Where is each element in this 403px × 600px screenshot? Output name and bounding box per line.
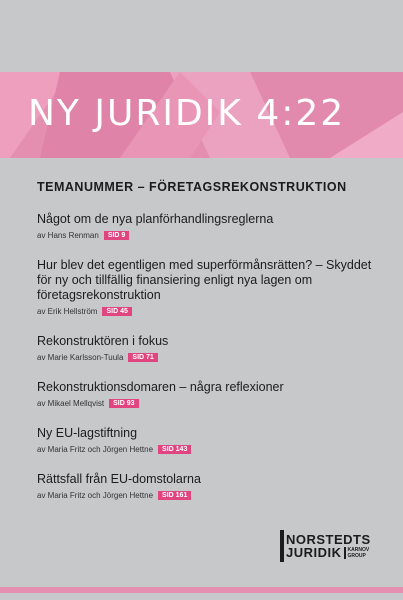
article-author: av Maria Fritz och Jörgen Hettne	[37, 445, 154, 454]
bottom-stripe	[0, 587, 403, 593]
article-author: av Mikael Mellqvist	[37, 399, 105, 408]
logo-separator	[344, 547, 346, 559]
publisher-logo	[280, 530, 371, 562]
article-author: av Marie Karlsson-Tuula	[37, 353, 124, 362]
page-badge: SID 93	[109, 399, 138, 408]
theme-heading: TEMANUMMER – FÖRETAGSREKONSTRUKTION	[37, 180, 347, 194]
article-byline	[37, 231, 377, 240]
logo-juridik: JURIDIK	[286, 545, 342, 560]
article-entry	[37, 258, 377, 316]
article-entry	[37, 212, 377, 240]
article-entry	[37, 472, 377, 500]
article-title: Rättsfall från EU-domstolarna	[37, 472, 201, 486]
article-title: Rekonstruktionsdomaren – några reflexioner	[37, 380, 284, 394]
logo-words	[286, 533, 371, 559]
logo-norstedts: NORSTEDTS	[286, 532, 371, 547]
article-title: Rekonstruktören i fokus	[37, 334, 169, 348]
logo-row	[286, 546, 371, 559]
article-entry	[37, 334, 377, 362]
page-badge: SID 161	[158, 491, 191, 500]
page-badge: SID 143	[158, 445, 191, 454]
article-entry	[37, 426, 377, 454]
table-of-contents	[37, 180, 377, 518]
article-author: av Erik Hellström	[37, 307, 98, 316]
article-byline	[37, 353, 377, 362]
logo-karnov	[348, 547, 370, 559]
article-entry	[37, 380, 377, 408]
logo-bar	[280, 530, 284, 562]
page-badge: SID 71	[128, 353, 157, 362]
page-badge: SID 9	[104, 231, 130, 240]
page-badge: SID 45	[102, 307, 131, 316]
article-byline	[37, 307, 377, 316]
logo-karnov-line2: GROUP	[347, 552, 366, 559]
article-byline	[37, 445, 377, 454]
article-byline	[37, 399, 377, 408]
article-title: Något om de nya planförhandlingsreglerna	[37, 212, 274, 226]
logo-karnov-line1: KARNOV	[347, 546, 370, 553]
article-author: av Hans Renman	[37, 231, 99, 240]
article-author: av Maria Fritz och Jörgen Hettne	[37, 491, 154, 500]
article-title: Hur blev det egentligen med superförmånsrätten? – Skyddet för ny och tillfällig finansiering enligt nya lagen om företagsrekonstruktion	[37, 258, 372, 302]
article-title: Ny EU-lagstiftning	[37, 426, 138, 440]
article-byline	[37, 491, 377, 500]
journal-title: NY JURIDIK 4:22	[28, 93, 346, 134]
